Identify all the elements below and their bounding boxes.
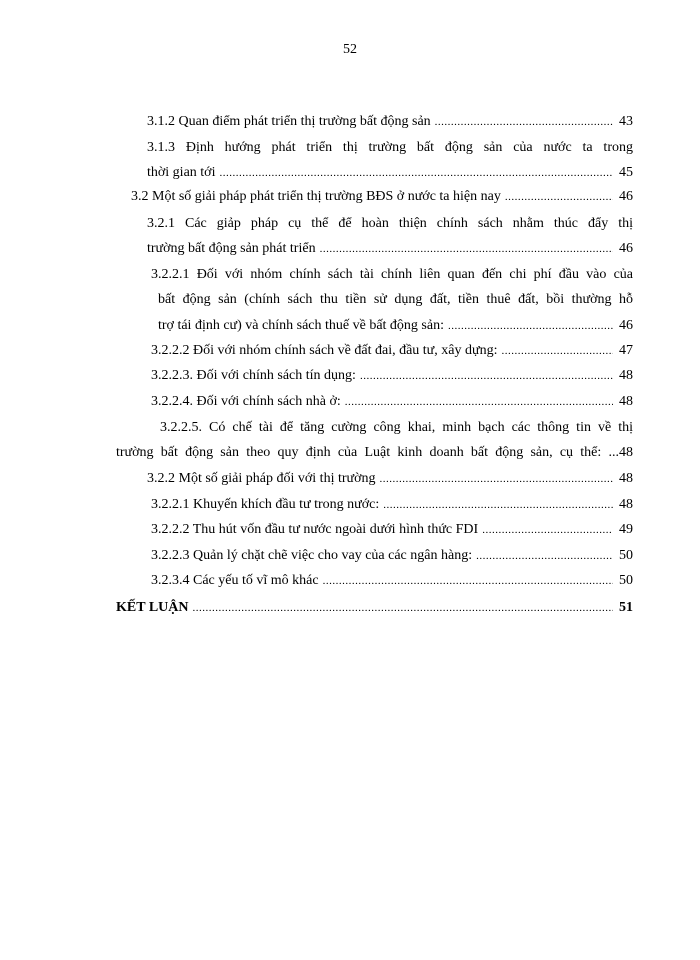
toc-entry-3-2-2-3[interactable] — [151, 366, 633, 386]
toc-entry-3-2-2-2-b[interactable] — [151, 520, 633, 540]
toc-leader-dots — [435, 112, 613, 132]
toc-leader-dots — [501, 341, 613, 361]
toc-entry-title: 3.2.3.4 Các yếu tố vĩ mô khác — [151, 573, 319, 588]
toc-entry-title: 3.2.2.2 Thu hút vốn đầu tư nước ngoài dưới hình thức FDI — [151, 522, 479, 537]
toc-entry-3-2-2-4[interactable] — [151, 392, 633, 412]
toc-page-number: 51 — [619, 600, 633, 615]
toc-entry-title: 3.2.2.2 Đối với nhóm chính sách về đất đai, đầu tư, xây dựng: — [151, 343, 498, 358]
toc-page-number: 43 — [619, 114, 633, 129]
toc-leader-dots — [192, 598, 613, 618]
toc-entry-title: 3.1.2 Quan điểm phát triển thị trường bất động sản — [147, 114, 431, 129]
toc-page-number: 48 — [619, 394, 633, 409]
toc-entry-title: KẾT LUẬN — [116, 600, 189, 615]
toc-page-number: 46 — [619, 318, 633, 333]
toc-entry-title: 3.2.2.1 Khuyến khích đầu tư trong nước: — [151, 497, 380, 512]
toc-page-number: 50 — [619, 573, 633, 588]
toc-page-number: 48 — [619, 368, 633, 383]
toc-leader-dots — [448, 316, 613, 336]
toc-leader-dots — [219, 163, 613, 183]
toc-entry-3-2-1-line1[interactable]: 3.2.1 Các giảp pháp cụ thể để hoàn thiện chính sách nhằm thúc đẩy thị — [147, 216, 633, 231]
toc-entry-3-2-2-5-line1[interactable]: 3.2.2.5. Có chế tài để tăng cường công khai, minh bạch các thông tin về thị — [160, 420, 633, 435]
toc-leader-dots — [323, 571, 613, 591]
toc-page-number: 46 — [619, 189, 633, 204]
toc-entry-3-2-2-5-line2[interactable]: trường bất động sản theo quy định của Luật kinh doanh bất động sản, cụ thể: ...48 — [116, 445, 633, 460]
toc-page-number: 50 — [619, 548, 633, 563]
toc-entry-title: 3.2.2.3 Quản lý chặt chẽ việc cho vay của các ngân hàng: — [151, 548, 473, 563]
toc-page-number: 49 — [619, 522, 633, 537]
toc-leader-dots — [320, 239, 613, 259]
toc-entry-conclusion[interactable] — [116, 598, 633, 618]
toc-entry-3-2-2-1-line1[interactable]: 3.2.2.1 Đối với nhóm chính sách tài chính liên quan đến chi phí đầu vào của — [151, 267, 633, 282]
page-number: 52 — [343, 42, 357, 57]
toc-entry-title: 3.2 Một số giải pháp phát triển thị trường BĐS ở nước ta hiện nay — [131, 189, 501, 204]
toc-entry-title: trường bất động sản phát triển — [147, 241, 316, 256]
toc-page-number: 48 — [619, 471, 633, 486]
toc-page-number: 46 — [619, 241, 633, 256]
toc-entry-3-2-2-2[interactable] — [151, 341, 633, 361]
toc-leader-dots — [345, 392, 613, 412]
toc-page-number: 47 — [619, 343, 633, 358]
toc-entry-3-2-2[interactable] — [147, 469, 633, 489]
toc-entry-3-2-1[interactable] — [147, 239, 633, 259]
toc-entry-3-1-2[interactable] — [147, 112, 633, 132]
toc-page-number: 45 — [619, 165, 633, 180]
toc-entry-title: thời gian tới — [147, 165, 216, 180]
toc-entry-3-2-2-1[interactable] — [158, 316, 633, 336]
toc-entry-title: 3.2.2 Một số giải pháp đối với thị trường — [147, 471, 376, 486]
toc-entry-3-2-2-3-b[interactable] — [151, 546, 633, 566]
toc-leader-dots — [476, 546, 613, 566]
toc-entry-title: 3.2.2.3. Đối với chính sách tín dụng: — [151, 368, 356, 383]
toc-page-number: 48 — [619, 497, 633, 512]
toc-entry-3-2-2-1-line2[interactable]: bất động sản (chính sách thu tiền sử dụng đất, tiền thuê đất, bồi thường hỗ — [158, 292, 633, 307]
toc-entry-3-2-3-4[interactable] — [151, 571, 633, 591]
toc-leader-dots — [505, 187, 613, 207]
toc-entry-title: 3.2.2.4. Đối với chính sách nhà ở: — [151, 394, 341, 409]
toc-entry-title: trợ tái định cư) và chính sách thuế về bất động sản: — [158, 318, 444, 333]
toc-entry-3-2[interactable] — [131, 187, 633, 207]
toc-leader-dots — [380, 469, 614, 489]
toc-entry-3-1-3-line1[interactable]: 3.1.3 Định hướng phát triển thị trường bất động sản của nước ta trong — [147, 140, 633, 155]
toc-entry-3-2-2-1-b[interactable] — [151, 495, 633, 515]
toc-leader-dots — [360, 366, 613, 386]
toc-entry-3-1-3[interactable] — [147, 163, 633, 183]
toc-leader-dots — [383, 495, 613, 515]
toc-leader-dots — [482, 520, 613, 540]
